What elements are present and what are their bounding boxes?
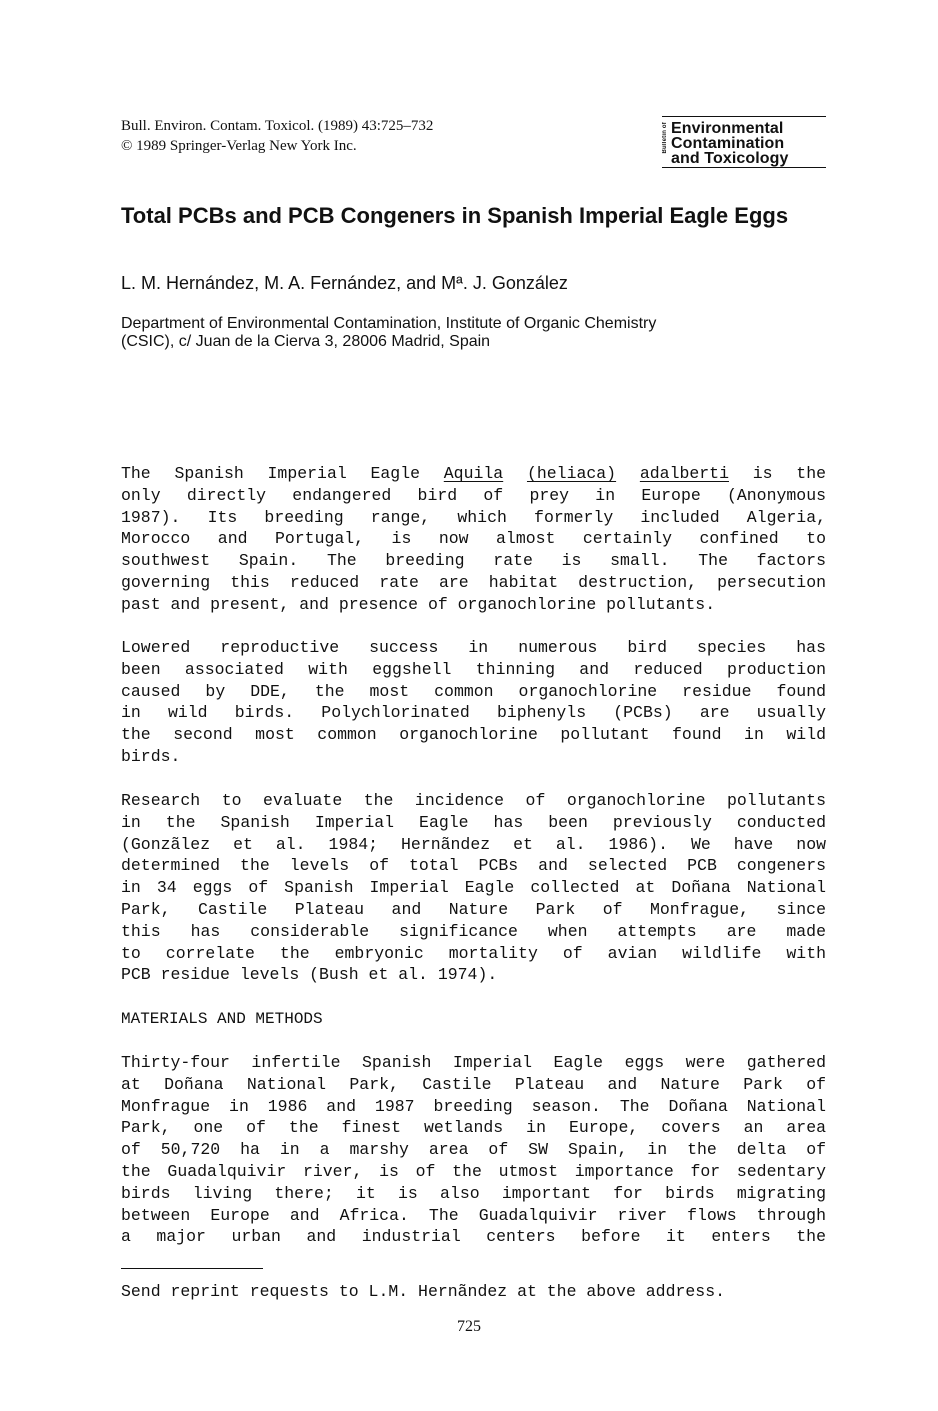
paragraph-line: been associated with eggshell thinning and reduced production	[121, 659, 826, 679]
copyright-line: © 1989 Springer-Verlag New York Inc.	[121, 138, 357, 154]
text-run: The Spanish Imperial Eagle	[121, 464, 444, 483]
text-run: is the	[728, 464, 826, 483]
paragraph-line: governing this reduced rate are habitat destruction, persecution	[121, 572, 826, 592]
paragraph-research	[121, 790, 826, 986]
journal-logo-line: Contamination	[671, 135, 785, 152]
paragraph-line: the Guadalquivir river, is of the utmost importance for sedentary	[121, 1161, 826, 1181]
paragraph-line: Lowered reproductive success in numerous bird species has	[121, 638, 826, 657]
paragraph-intro	[121, 463, 826, 616]
paragraph-methods	[121, 1052, 826, 1248]
article-affiliation	[121, 315, 841, 351]
paragraph-line: only directly endangered bird of prey in Europe (Anonymous	[121, 485, 826, 505]
paragraph-line: between Europe and Africa. The Guadalquivir river flows through	[121, 1205, 826, 1225]
paragraph-line	[121, 463, 826, 485]
paragraph-line: in wild birds. Polychlorinated biphenyls (PCBs) are usually	[121, 703, 826, 723]
paragraph-line: Research to evaluate the incidence of organochlorine pollutants	[121, 791, 826, 810]
paragraph-line: birds.	[121, 746, 181, 766]
paragraph-line: Thirty-four infertile Spanish Imperial Eagle eggs were gathered	[121, 1053, 826, 1072]
paragraph-line: (Gonzãlez et al. 1984; Hernãndez et al. 1986). We have now	[121, 834, 826, 854]
paragraph-line: the second most common organochlorine pollutant found in wild	[121, 725, 826, 745]
article-authors: L. M. Hernández, M. A. Fernández, and Mª. J. González	[121, 273, 568, 293]
journal-logo-bulletin: Bulletin of	[662, 122, 668, 154]
species-name: adalberti	[639, 464, 729, 483]
paragraph-line: of 50,720 ha in a marshy area of SW Spain, in the delta of	[121, 1140, 826, 1160]
page-number: 725	[457, 1318, 481, 1335]
paragraph-line: past and present, and presence of organochlorine pollutants.	[121, 594, 716, 614]
article-title: Total PCBs and PCB Congeners in Spanish Imperial Eagle Eggs	[121, 203, 789, 228]
paragraph-line: in the Spanish Imperial Eagle has been previously conducted	[121, 812, 826, 832]
journal-logo	[662, 116, 826, 168]
paragraph-line: to correlate the embryonic mortality of avian wildlife with	[121, 943, 826, 963]
paragraph-line: this has considerable significance when attempts are made	[121, 921, 826, 941]
citation-block	[121, 116, 433, 156]
affiliation-line: Department of Environmental Contamination, Institute of Organic Chemistry	[121, 315, 657, 332]
paragraph-line: determined the levels of total PCBs and selected PCB congeners	[121, 856, 826, 876]
paragraph-line: Park, Castile Plateau and Nature Park of Monfrague, since	[121, 899, 826, 919]
paragraph-line: Park, one of the finest wetlands in Europe, covers an area	[121, 1118, 826, 1138]
paragraph-background	[121, 637, 826, 768]
paragraph-line: Morocco and Portugal, is now almost certainly confined to	[121, 529, 826, 549]
affiliation-line: (CSIC), c/ Juan de la Cierva 3, 28006 Madrid, Spain	[121, 333, 491, 350]
paragraph-line: southwest Spain. The breeding rate is small. The factors	[121, 551, 826, 571]
paragraph-line: PCB residue levels (Bush et al. 1974).	[121, 965, 498, 985]
journal-logo-line: Environmental	[671, 120, 784, 137]
footnote-rule	[121, 1268, 263, 1269]
species-genus: Aquila	[443, 464, 504, 483]
footnote: Send reprint requests to L.M. Hernãndez at the above address.	[121, 1282, 725, 1301]
citation-line: Bull. Environ. Contam. Toxicol. (1989) 43:725–732	[121, 118, 434, 134]
section-heading: MATERIALS AND METHODS	[121, 1010, 323, 1028]
species-subgenus: (heliaca)	[526, 464, 617, 483]
paragraph-line: caused by DDE, the most common organochlorine residue found	[121, 681, 826, 701]
paragraph-line: Monfrague in 1986 and 1987 breeding season. The Doñana National	[121, 1096, 826, 1116]
paragraph-line: a major urban and industrial centers before it enters the	[121, 1227, 826, 1247]
journal-logo-line: and Toxicology	[671, 150, 789, 167]
paragraph-line: in 34 eggs of Spanish Imperial Eagle collected at Doñana National	[121, 878, 826, 898]
paragraph-line: birds living there; it is also important for birds migrating	[121, 1183, 826, 1203]
paragraph-line: 1987). Its breeding range, which formerly included Algeria,	[121, 507, 826, 527]
paragraph-line: at Doñana National Park, Castile Plateau and Nature Park of	[121, 1074, 826, 1094]
